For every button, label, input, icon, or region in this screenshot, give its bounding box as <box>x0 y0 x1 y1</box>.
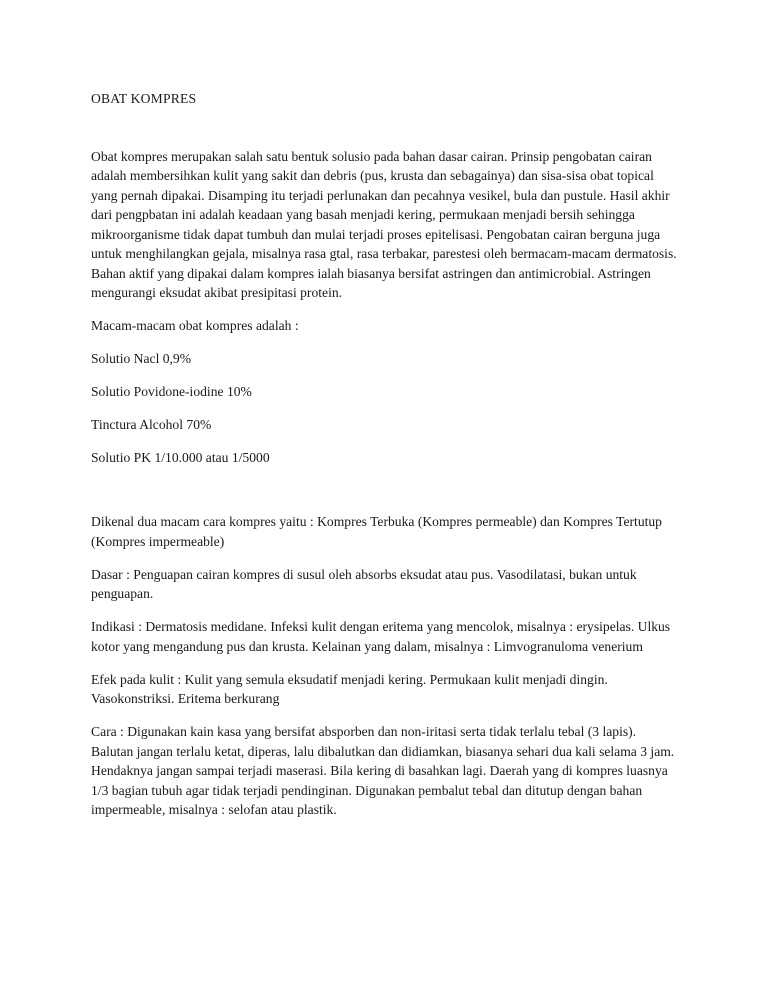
efek-paragraph: Efek pada kulit : Kulit yang semula eksudatif menjadi kering. Permukaan kulit menjadi dingin. Vasokonstriksi. Eritema berkurang <box>91 671 608 706</box>
list-item-2: Solutio Povidone-iodine 10% <box>91 384 252 399</box>
indikasi-paragraph: Indikasi : Dermatosis medidane. Infeksi kulit dengan eritema yang mencolok, misalnya : erysipelas. Ulkus kotor yang mengandung pus dan krusta. Kelainan yang dalam, misalnya : Limvogranuloma venerium <box>91 619 671 654</box>
list-item-4: Solutio PK 1/10.000 atau 1/5000 <box>91 450 270 465</box>
cara-paragraph: Cara : Digunakan kain kasa yang bersifat absporben dan non-iritasi serta tidak terlalu tebal (3 lapis). Balutan jangan terlalu ketat, diperas, lalu dibalutkan dan didiamkan, biasanya sehari dua kali selama 3 jam. Hendaknya jangan sampai terjadi maserasi. Bila kering di basahkan lagi. Daerah yang di kompres luasnya 1/3 bagian tubuh agar tidak terjadi pendinginan. Digunakan pembalut tebal dan ditutup dengan bahan impermeable, misalnya : selofan atau plastik. <box>91 724 675 817</box>
list-item-3: Tinctura Alcohol 70% <box>91 417 212 432</box>
intro-paragraph: Obat kompres merupakan salah satu bentuk solusio pada bahan dasar cairan. Prinsip pengobatan cairan adalah membersihkan kulit yang sakit dan debris (pus, krusta dan sebagainya) dan sisa-sisa obat topical yang pernah dipakai. Disamping itu terjadi perlunakan dan pecahnya vesikel, bula dan pustule. Hasil akhir dari pengpbatan ini adalah keadaan yang basah menjadi kering, permukaan menjadi bersih sehingga mikroorganisme tidak dapat tumbuh dan mulai terjadi proses epitelisasi. Pengobatan cairan berguna juga untuk menghilangkan gejala, misalnya rasa gtal, rasa terbakar, parestesi oleh bermacam-macam dermatosis. Bahan aktif yang dipakai dalam kompres ialah biasanya bersifat astringen dan antimicrobial. Astringen mengurangi eksudat akibat presipitasi protein. <box>91 148 677 300</box>
document-page <box>91 89 681 833</box>
section-spacer <box>91 481 681 512</box>
document-title: OBAT KOMPRES <box>91 91 197 106</box>
list-heading: Macam-macam obat kompres adalah : <box>91 318 299 333</box>
types-paragraph: Dikenal dua macam cara kompres yaitu : Kompres Terbuka (Kompres permeable) dan Kompres Tertutup (Kompres impermeable) <box>91 514 662 549</box>
dasar-paragraph: Dasar : Penguapan cairan kompres di susul oleh absorbs eksudat atau pus. Vasodilatasi, bukan untuk penguapan. <box>91 566 637 601</box>
list-item-1: Solutio Nacl 0,9% <box>91 351 192 366</box>
